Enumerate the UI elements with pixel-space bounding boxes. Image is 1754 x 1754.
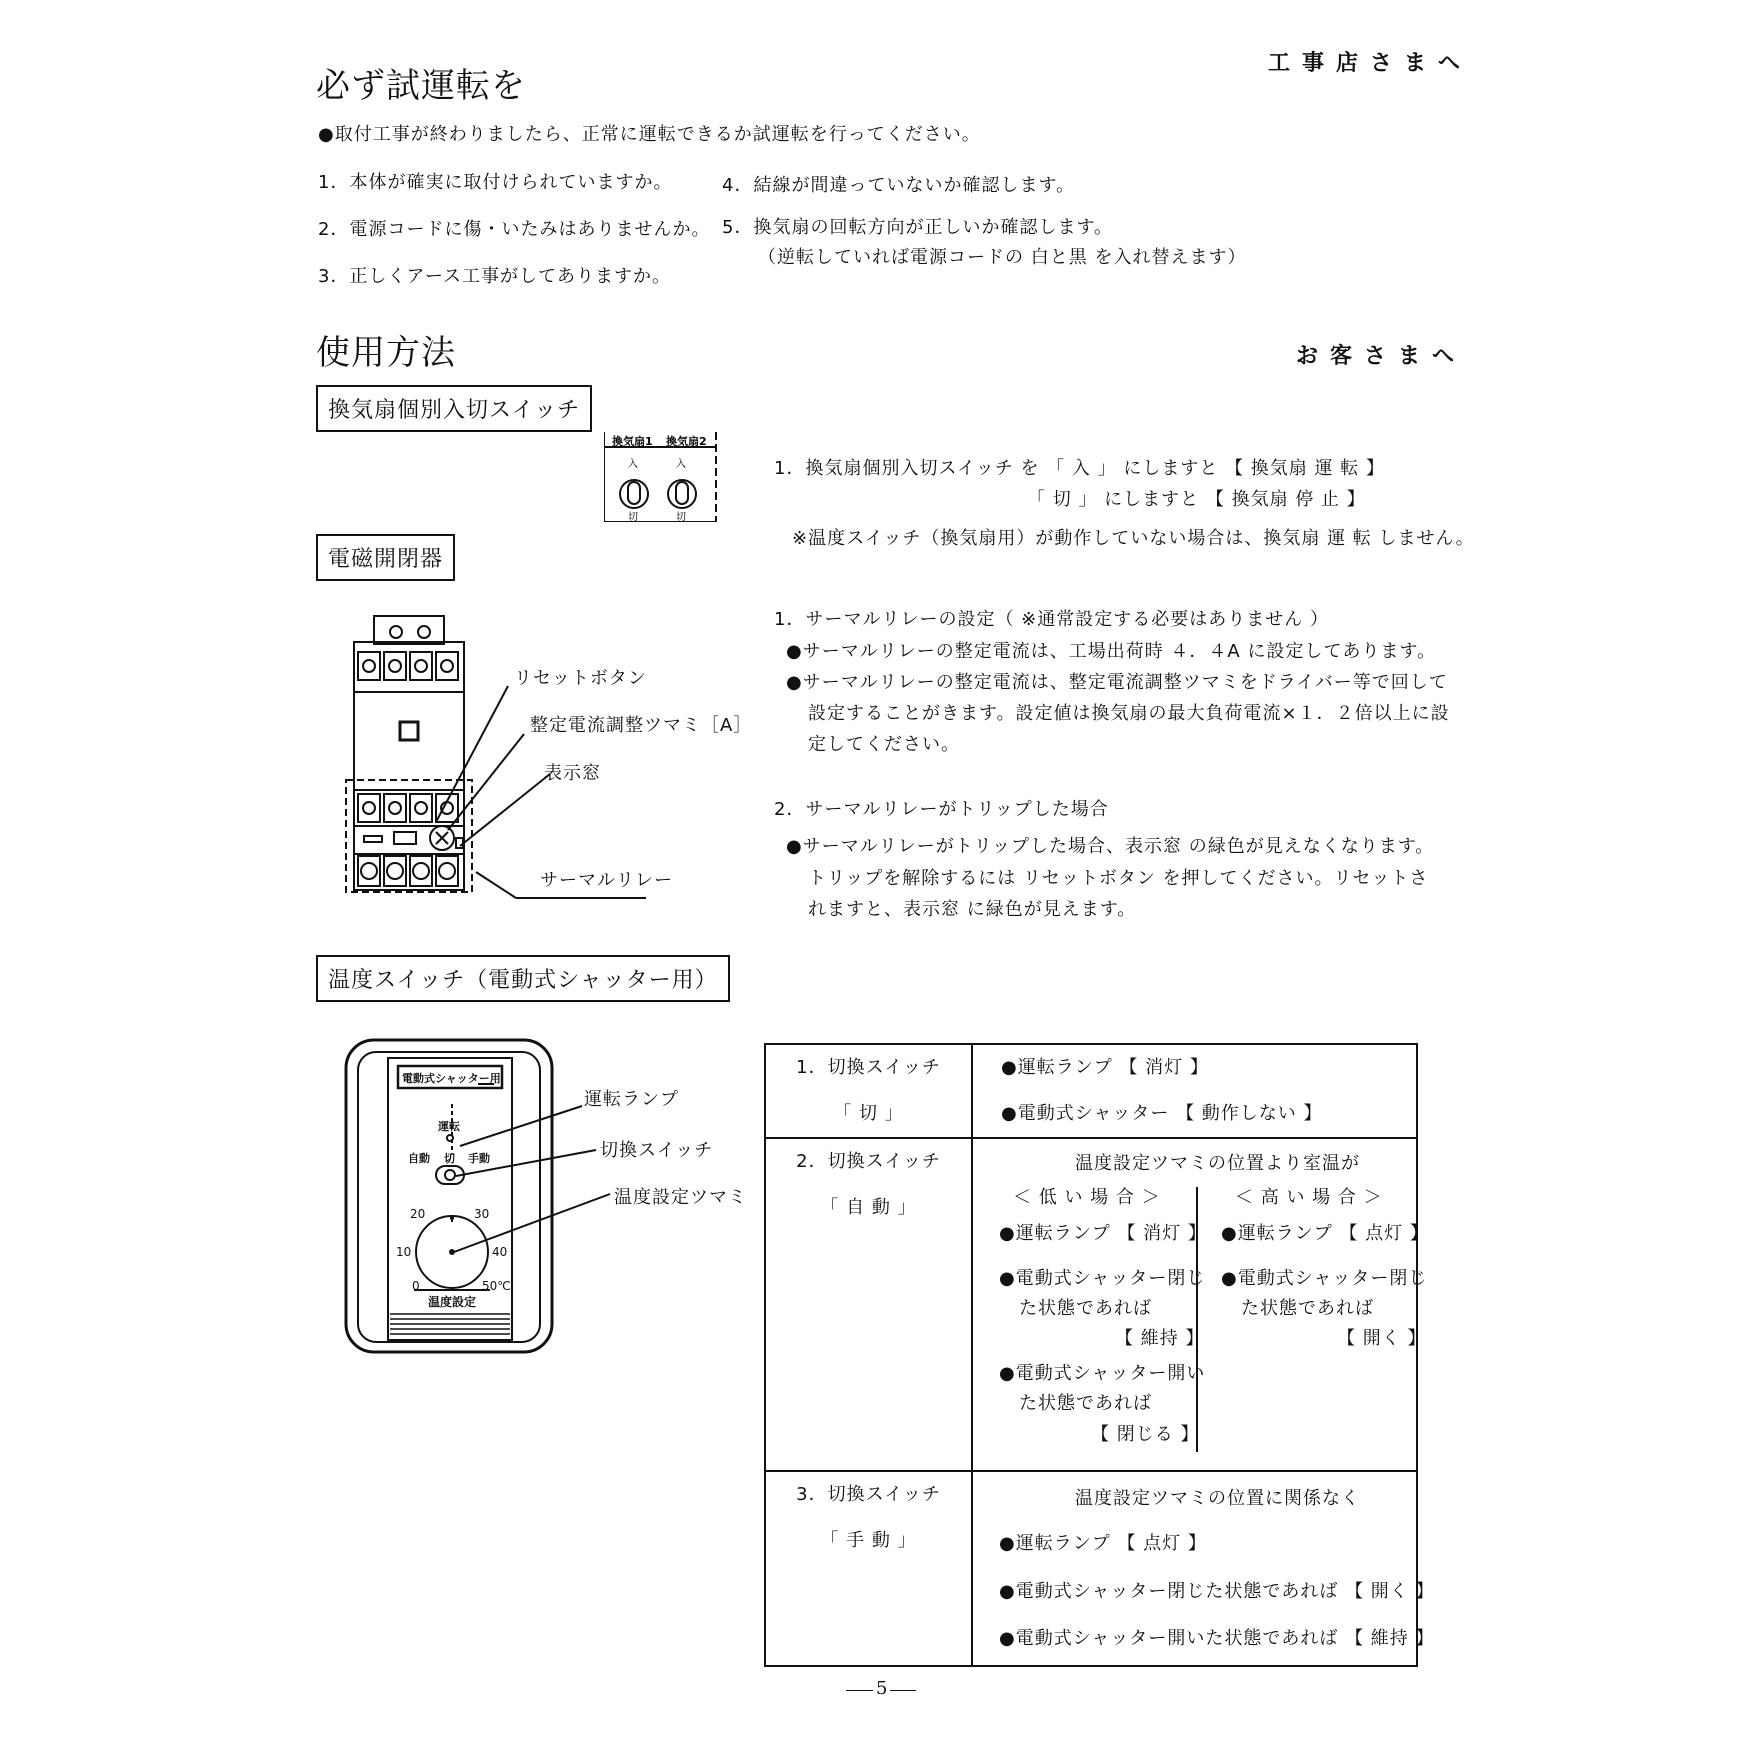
auto-low-open-3: 【 閉じる 】 [1091, 1424, 1200, 1445]
auto-high-closed-2: た状態であれば [1241, 1298, 1374, 1319]
auto-intro: 温度設定ツマミの位置より室温が [1075, 1153, 1360, 1174]
auto-low-lamp: ●運転ランプ 【 消灯 】 [999, 1223, 1207, 1244]
test-run-intro: ●取付工事が終わりましたら、正常に運転できるか試運転を行ってください。 [318, 124, 981, 145]
thermal-trip-bullet: ●サーマルリレーがトリップした場合、表示窓 の緑色が見えなくなります。 [786, 836, 1435, 857]
mode-auto-label: 2．切換スイッチ [796, 1151, 941, 1172]
manual-intro: 温度設定ツマミの位置に関係なく [1075, 1488, 1360, 1509]
test-run-item: 4．結線が間違っていないか確認します。 [722, 175, 1076, 196]
manual-lamp: ●運転ランプ 【 点灯 】 [999, 1533, 1207, 1554]
auto-high-heading: ＜ 高 い 場 合 ＞ [1235, 1187, 1383, 1208]
auto-low-closed-1: ●電動式シャッター閉じ [999, 1268, 1206, 1289]
device-lamp-label: 運転 [438, 1120, 460, 1133]
thermal-setting-text: 設定することがきます。設定値は換気扇の最大負荷電流×１．２倍以上に設 [808, 703, 1450, 724]
mode-auto-value: 「 自 動 」 [820, 1197, 917, 1218]
auto-low-open-1: ●電動式シャッター開い [999, 1363, 1206, 1384]
thermal-relay-callout: サーマルリレー [540, 870, 673, 891]
contactor-diagram [340, 610, 720, 900]
mode-manual-behavior-cell [972, 1471, 1435, 1666]
auto-low-open-2: た状態であれば [1019, 1393, 1152, 1414]
scale-0: 0 [412, 1279, 420, 1293]
mode-manual-label: 3．切換スイッチ [796, 1484, 941, 1505]
mode-manual-cell [765, 1471, 972, 1666]
scale-30: 30 [474, 1207, 490, 1221]
test-run-item: 3．正しくアース工事がしてありますか。 [318, 266, 672, 287]
manual-open: ●電動式シャッター開いた状態であれば 【 維持 】 [999, 1628, 1435, 1649]
scale-20: 20 [410, 1207, 426, 1221]
mode-off-shutter: ●電動式シャッター 【 動作しない 】 [1001, 1103, 1323, 1124]
device-dial-label: 温度設定 [428, 1295, 477, 1309]
test-run-title: 必ず試運転を [316, 66, 526, 106]
auto-low-closed-2: た状態であれば [1019, 1298, 1152, 1319]
scale-40: 40 [492, 1245, 508, 1259]
reset-button-callout: リセットボタン [514, 668, 647, 689]
auto-high-lamp: ●運転ランプ 【 点灯 】 [1221, 1223, 1429, 1244]
table-row [765, 1138, 1417, 1471]
thermal-setting-bullet: ●サーマルリレーの整定電流は、工場出荷時 ４．４A に設定してあります。 [786, 641, 1437, 662]
thermal-setting-title: 1．サーマルリレーの設定（ ※通常設定する必要はありません ） [774, 609, 1329, 630]
mode-off-label: 1．切換スイッチ [796, 1057, 941, 1078]
fan2-label: 換気扇2 [666, 435, 707, 448]
thermal-trip-text: トリップを解除するには リセットボタン を押してください。リセットさ [808, 868, 1429, 889]
test-run-item: 5．換気扇の回転方向が正しいか確認します。 [722, 217, 1114, 238]
mode-off-cell [765, 1044, 972, 1138]
test-run-item: 1．本体が確実に取付けられていますか。 [318, 172, 673, 193]
selector-callout: 切換スイッチ [600, 1140, 714, 1161]
auto-low-closed-3: 【 維持 】 [1115, 1328, 1205, 1349]
fan2-on-label: 入 [676, 459, 686, 470]
usage-title: 使用方法 [316, 333, 456, 373]
thermal-trip-text: れますと、表示窓 に緑色が見えます。 [808, 899, 1137, 920]
customer-audience-label: お客さまへ [1296, 344, 1467, 369]
temp-switch-heading: 温度スイッチ（電動式シャッター用） [316, 955, 730, 1002]
fan1-off-label: 切 [628, 512, 638, 522]
temp-switch-operation-table [764, 1043, 1435, 1667]
device-mode-off: 切 [444, 1152, 455, 1165]
test-run-note: （逆転していれば電源コードの 白と黒 を入れ替えます） [758, 247, 1247, 268]
knob-callout: 温度設定ツマミ [614, 1187, 747, 1208]
thermal-setting-bullet: ●サーマルリレーの整定電流は、整定電流調整ツマミをドライバー等で回して [786, 672, 1448, 693]
fan-switch-heading: 換気扇個別入切スイッチ [316, 385, 592, 432]
fan-switch-line2: 「 切 」 にしますと 【 換気扇 停 止 】 [1027, 489, 1366, 510]
contactor-heading: 電磁開閉器 [316, 534, 455, 581]
thermal-trip-title: 2．サーマルリレーがトリップした場合 [774, 799, 1109, 820]
scale-50: 50℃ [482, 1279, 511, 1293]
auto-low-heading: ＜ 低 い 場 合 ＞ [1013, 1187, 1161, 1208]
mode-off-value: 「 切 」 [833, 1103, 904, 1124]
mode-off-lamp: ●運転ランプ 【 消灯 】 [1001, 1057, 1209, 1078]
mode-off-behavior-cell [972, 1044, 1417, 1138]
test-run-item: 2．電源コードに傷・いたみはありませんか。 [318, 219, 711, 240]
table-row [765, 1471, 1417, 1666]
mode-auto-cell [765, 1138, 972, 1471]
fan-switch-line1: 1．換気扇個別入切スイッチ を 「 入 」 にしますと 【 換気扇 運 転 】 [774, 458, 1385, 479]
device-plate-label: 電動式シャッター用 [402, 1072, 501, 1085]
fan2-off-label: 切 [676, 512, 686, 522]
mode-manual-value: 「 手 動 」 [820, 1530, 917, 1551]
thermal-setting-text: 定してください。 [808, 734, 960, 755]
window-callout: 表示窓 [544, 763, 601, 784]
current-knob-callout: 整定電流調整ツマミ［A］ [530, 715, 753, 736]
auto-high-closed-3: 【 開く 】 [1337, 1328, 1427, 1349]
device-mode-auto: 自動 [408, 1152, 430, 1165]
table-row [765, 1044, 1417, 1138]
page-number: 5 [873, 1678, 890, 1699]
auto-high-closed-1: ●電動式シャッター閉じ [1221, 1268, 1428, 1289]
mode-auto-behavior-cell [972, 1138, 1429, 1471]
device-mode-manual: 手動 [468, 1152, 490, 1165]
lamp-callout: 運転ランプ [584, 1089, 679, 1110]
manual-closed: ●電動式シャッター閉じた状態であれば 【 開く 】 [999, 1581, 1435, 1602]
fan1-on-label: 入 [628, 459, 638, 470]
installer-audience-label: 工事店さまへ [1268, 51, 1473, 76]
fan-switch-diagram [604, 432, 722, 522]
fan-switch-note: ※温度スイッチ（換気扇用）が動作していない場合は、換気扇 運 転 しません。 [792, 528, 1475, 549]
scale-10: 10 [396, 1245, 412, 1259]
fan1-label: 換気扇1 [612, 435, 653, 448]
